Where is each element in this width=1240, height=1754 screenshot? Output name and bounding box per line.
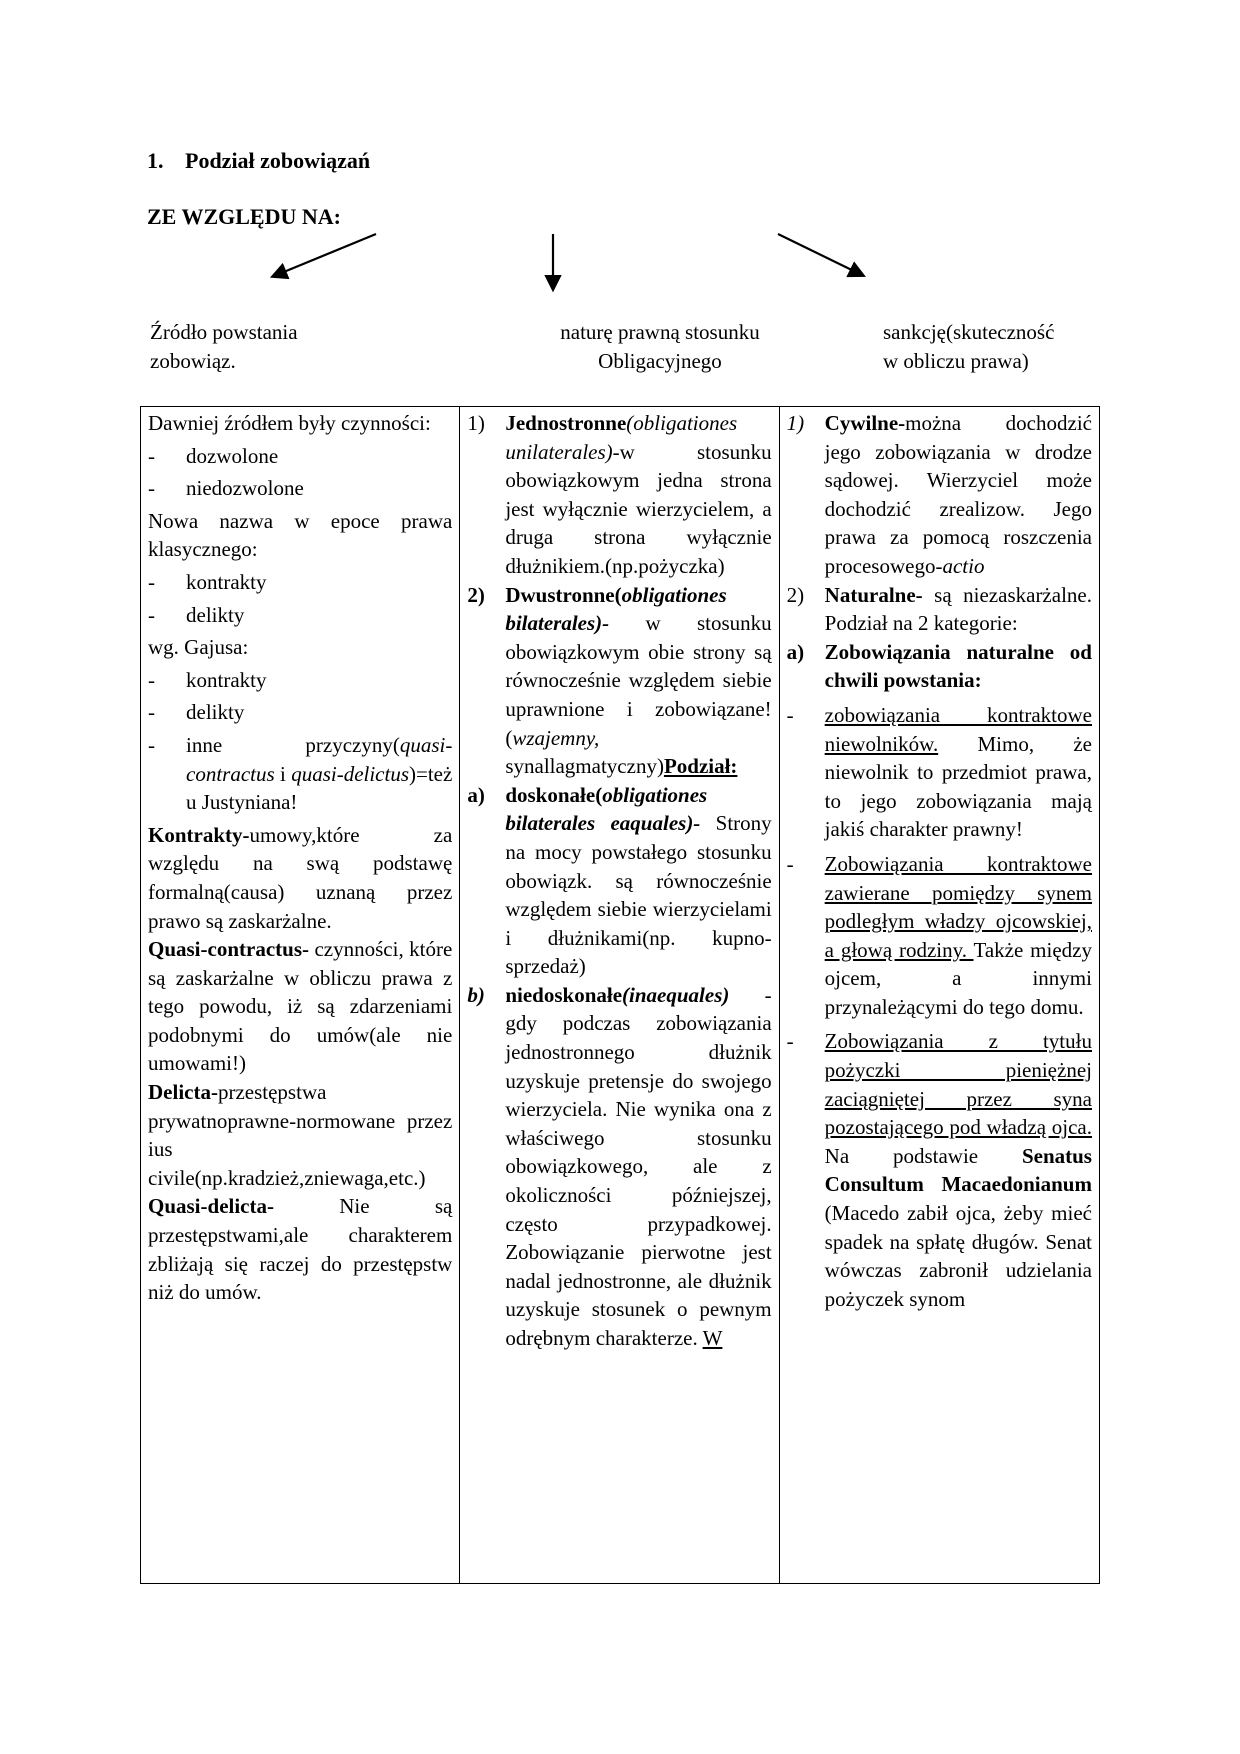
heading-number: 1.: [147, 148, 164, 173]
text-run: - gdy podczas zobowiązania jednostronnego dłużnik uzyskuje pretensje do swojego wierzyciela. Nie wynika ona z właściwego stosunku obowiązkowego, ale z okoliczności późniejszej, często przypadkowej. Zobowiązanie pierwotne jest nadal jednostronne, ale dłużnik uzyskuje stosunek o pewnym odrębnym charakterze.: [505, 982, 772, 1350]
text-run: zobowiązania kontraktowe niewolników.: [824, 702, 1092, 756]
list-marker: 2): [786, 582, 805, 607]
text-run: Na podstawie: [824, 1143, 1022, 1168]
text-run: (Macedo zabił ojca, żeby mieć spadek na spłatę długów. Senat wówczas zabronił udzielania pożyczek synom: [824, 1201, 1092, 1311]
column-source: [141, 407, 459, 1583]
list-item: [787, 850, 1092, 1022]
text-run: Zobowiązania z tytułu pożyczki pieniężnej zaciągniętej przez syna pozostającego pod władzą ojca.: [824, 1029, 1092, 1140]
text-run: Delicta-: [148, 1080, 218, 1105]
text-run: actio: [942, 553, 985, 578]
list-item: [467, 581, 771, 781]
list-item: [148, 601, 452, 630]
text-run: Quasi-contractus-: [148, 937, 309, 962]
classification-table: [140, 406, 1100, 1584]
paragraph: [148, 1078, 452, 1192]
list-marker: 1): [786, 411, 805, 435]
paragraph: [148, 821, 452, 935]
list-marker: -: [786, 851, 794, 876]
text-run: delikty: [186, 700, 245, 725]
list-item: [787, 638, 1092, 695]
column-sanction: [779, 407, 1099, 1583]
text-run: Jednostronne: [505, 411, 627, 435]
list-item: [148, 442, 452, 471]
column-legal-nature: [459, 407, 778, 1583]
text-run: Strony na mocy powstałego stosunku obowiązk. są równocześnie względem siebie wierzycielami i dłużnikami(np. kupno-sprzedaż): [505, 811, 772, 979]
text-run: Quasi-delicta-: [148, 1194, 274, 1219]
text-run: można dochodzić jego zobowiązania w drodze sądowej. Wierzyciel może dochodzić zrealizow. Jego prawa za pomocą roszczenia procesowego-: [824, 411, 1092, 578]
text-run: delikty: [186, 602, 245, 627]
paragraph: [148, 935, 452, 1078]
text-run: dozwolone: [186, 443, 279, 468]
list-marker: -: [148, 569, 155, 594]
list-marker: -: [148, 732, 155, 757]
text-run: Podział:: [663, 754, 738, 779]
branch-source: [150, 318, 298, 376]
text-run: są niezaskarżalne. Podział na 2 kategorie:: [824, 582, 1092, 636]
branch-source-line: zobowiąz.: [150, 349, 236, 373]
list-marker: -: [148, 602, 155, 627]
text-run: czynności, które są zaskarżalne w obliczu prawa z tego powodu, iż są zdarzeniami podobnymi do umów(ale nie umowami!): [148, 937, 453, 1076]
text-run: wg. Gajusa:: [148, 635, 249, 660]
heading-text: Podział zobowiązań: [185, 148, 371, 173]
list-marker: 2): [467, 582, 485, 607]
text-run: )=też u Justyniana!: [186, 761, 453, 815]
list-marker: -: [786, 702, 794, 727]
text-run: wzajemny,: [512, 725, 600, 750]
branch-sanction-line: w obliczu prawa): [883, 349, 1029, 373]
list-marker: a): [467, 782, 485, 807]
branch-arrows: [0, 0, 1240, 320]
text-run: (obligationes unilaterales): [505, 411, 738, 464]
paragraph: [148, 1192, 452, 1306]
text-run: Senatus Consultum Macaedonianum: [824, 1143, 1092, 1197]
branch-nature-line: Obligacyjnego: [598, 349, 722, 373]
text-run: (inaequales): [622, 982, 730, 1007]
list-marker: a): [786, 639, 805, 664]
text-run: i: [274, 761, 292, 786]
list-marker: 1): [467, 411, 485, 435]
list-marker: -: [148, 443, 155, 468]
list-item: [467, 981, 771, 1353]
text-run: Także między ojcem, a innymi przynależącymi do tego domu.: [824, 937, 1092, 1019]
text-run: niedoskonałe: [505, 982, 623, 1007]
list-item: [467, 409, 771, 581]
list-item: [148, 666, 452, 695]
text-run: obligationes bilaterales eaquales)-: [505, 782, 708, 836]
text-run: -w stosunku obowiązkowym jedna strona jest wyłącznie wierzycielem, a druga strona wyłącznie dłużnikiem.(np.pożyczka): [505, 439, 772, 578]
text-run: przestępstwa prywatnoprawne-normowane przez ius civile(np.kradzież,zniewaga,etc.): [148, 1080, 453, 1190]
text-run: obligationes bilaterales)-: [505, 582, 727, 636]
paragraph: [148, 409, 452, 438]
text-run: Cywilne-: [824, 411, 906, 435]
list-marker: -: [786, 1029, 794, 1054]
list-item: [148, 568, 452, 597]
branch-sanction-line: sankcję(skuteczność: [883, 320, 1055, 344]
list-marker: -: [148, 476, 155, 501]
text-run: Zobowiązania kontraktowe zawierane pomiędzy synem podległym władzy ojcowskiej, a głową rodziny.: [824, 851, 1092, 962]
list-item: [467, 781, 771, 981]
text-run: doskonałe(: [505, 782, 603, 807]
list-item: [148, 731, 452, 817]
text-run: quasi-delictus: [291, 761, 410, 786]
text-run: Mimo, że niewolnik to przedmiot prawa, to jego zobowiązania mają jakiś charakter prawny!: [824, 731, 1092, 842]
text-run: quasi-contractus: [186, 732, 453, 786]
text-run: Dwustronne(: [505, 582, 622, 607]
text-run: kontrakty: [186, 667, 267, 692]
list-marker: -: [148, 667, 155, 692]
list-item: [787, 409, 1092, 581]
text-run: Dawniej źródłem były czynności:: [148, 411, 431, 435]
arrow-left-icon: [274, 234, 376, 276]
list-marker: -: [148, 700, 155, 725]
text-run: umowy,które za względu na swą podstawę formalną(causa) uznaną przez prawo są zaskarżalne.: [148, 822, 453, 933]
text-run: Nie są przestępstwami,ale charakterem zbliżają się raczej do przestępstw niż do umów.: [148, 1194, 453, 1305]
paragraph: [148, 633, 452, 662]
text-run: inne przyczyny(: [186, 732, 400, 757]
list-item: [148, 698, 452, 727]
arrow-right-icon: [778, 234, 862, 275]
branch-nature-line: naturę prawną stosunku: [560, 320, 760, 344]
list-marker: b): [467, 982, 485, 1007]
list-item: [787, 701, 1092, 844]
list-item: [148, 474, 452, 503]
text-run: synallagmatyczny): [505, 754, 664, 779]
paragraph: [148, 507, 452, 564]
branch-nature: [520, 318, 800, 376]
subheading: ZE WZGLĘDU NA:: [147, 204, 341, 229]
list-item: [787, 1027, 1092, 1313]
text-run: Zobowiązania naturalne od chwili powstania:: [824, 639, 1092, 693]
text-run: niedozwolone: [186, 476, 304, 501]
text-run: kontrakty: [186, 569, 267, 594]
text-run: w stosunku obowiązkowym obie strony są równocześnie względem siebie uprawnione i zobowiązane!(: [505, 611, 772, 750]
text-run: Kontrakty-: [148, 822, 250, 847]
branch-sanction: [883, 318, 1054, 376]
text-run: Nowa nazwa w epoce prawa klasycznego:: [148, 508, 453, 562]
text-run: W: [702, 1326, 723, 1350]
branch-source-line: Źródło powstania: [150, 320, 298, 344]
text-run: Naturalne-: [824, 582, 923, 607]
list-item: [787, 581, 1092, 638]
